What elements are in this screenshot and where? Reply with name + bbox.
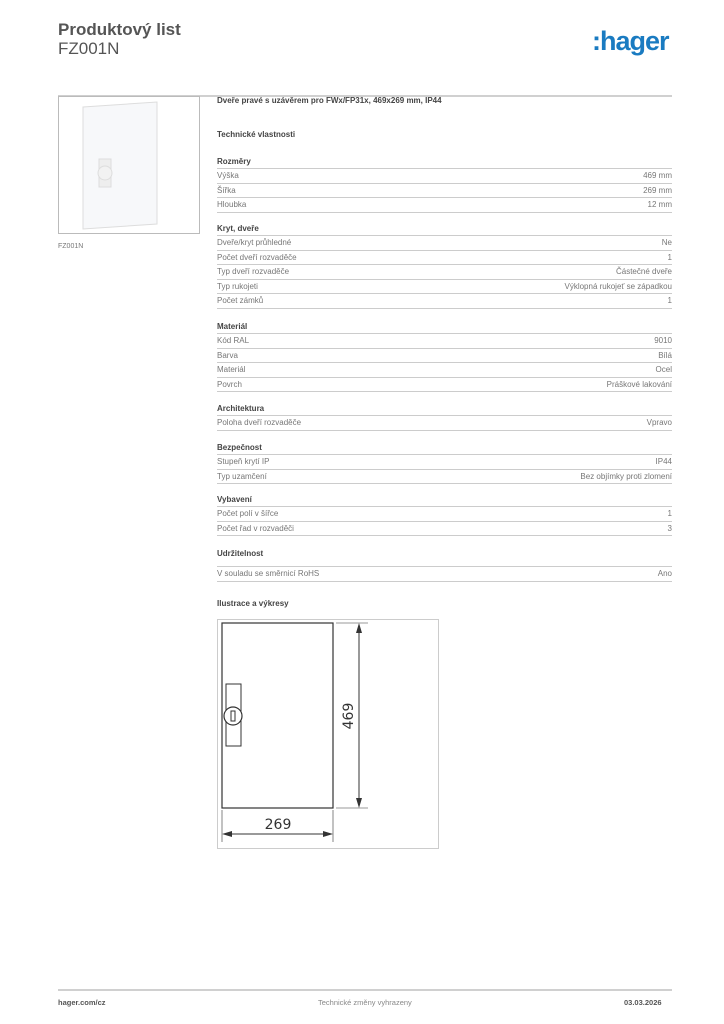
spec-value: Vpravo bbox=[646, 418, 672, 427]
spec-label: Počet dveří rozvaděče bbox=[217, 252, 297, 262]
technical-drawing bbox=[217, 619, 439, 849]
page-title: Produktový list bbox=[58, 20, 181, 39]
spec-row bbox=[217, 470, 672, 485]
spec-label: Počet řad v rozvaděči bbox=[217, 523, 294, 533]
spec-value: Částečné dveře bbox=[615, 267, 672, 276]
spec-label: Povrch bbox=[217, 379, 242, 389]
footer-date: 03.03.2026 bbox=[624, 998, 662, 1007]
spec-value: 9010 bbox=[654, 336, 672, 345]
hager-logo: :hager bbox=[592, 26, 669, 56]
product-code: FZ001N bbox=[58, 39, 120, 58]
section-title: Bezpečnost bbox=[217, 441, 672, 455]
spec-row bbox=[217, 416, 672, 431]
spec-row bbox=[217, 169, 672, 184]
spec-row bbox=[217, 378, 672, 393]
spec-row bbox=[217, 294, 672, 309]
footer-website[interactable]: hager.com/cz bbox=[58, 998, 106, 1007]
spec-row bbox=[217, 507, 672, 522]
spec-row bbox=[217, 349, 672, 364]
spec-section bbox=[217, 441, 672, 484]
spec-label: Výška bbox=[217, 171, 239, 180]
spec-section bbox=[217, 547, 672, 582]
spec-row bbox=[217, 265, 672, 280]
drawing-heading: Ilustrace a výkresy bbox=[217, 599, 289, 608]
spec-row bbox=[217, 363, 672, 378]
spec-label: Barva bbox=[217, 350, 238, 360]
spec-row bbox=[217, 251, 672, 266]
spec-label: Typ rukojeti bbox=[217, 281, 258, 291]
door-product-icon bbox=[59, 97, 199, 233]
section-title: Vybavení bbox=[217, 493, 672, 507]
spec-value: Bez objímky proti zlomení bbox=[580, 471, 672, 481]
spec-row bbox=[217, 567, 672, 582]
section-title: Udržitelnost bbox=[217, 547, 672, 567]
spec-section bbox=[217, 155, 672, 213]
section-title: Architektura bbox=[217, 402, 672, 416]
spec-value: 1 bbox=[667, 252, 672, 262]
spec-row bbox=[217, 334, 672, 349]
spec-row bbox=[217, 198, 672, 213]
spec-row bbox=[217, 522, 672, 537]
product-description: Dveře pravé s uzávěrem pro FWx/FP31x, 469x269 mm, IP44 bbox=[217, 96, 442, 105]
spec-value: 3 bbox=[667, 523, 672, 533]
spec-label: Šířka bbox=[217, 185, 236, 195]
spec-row bbox=[217, 280, 672, 295]
spec-label: Poloha dveří rozvaděče bbox=[217, 418, 302, 427]
spec-label: Stupeň krytí IP bbox=[217, 457, 270, 466]
spec-value: Ocel bbox=[655, 365, 672, 374]
spec-value: IP44 bbox=[655, 457, 672, 466]
spec-row bbox=[217, 184, 672, 199]
spec-value: 269 mm bbox=[643, 185, 672, 195]
spec-label: Materiál bbox=[217, 365, 246, 374]
spec-value: Výklopná rukojeť se západkou bbox=[564, 281, 672, 291]
spec-value: 469 mm bbox=[643, 171, 672, 180]
spec-label: Dveře/kryt průhledné bbox=[217, 238, 292, 247]
spec-value: Ano bbox=[657, 569, 672, 578]
spec-value: 12 mm bbox=[647, 200, 672, 209]
spec-value: Bílá bbox=[658, 350, 672, 360]
footer-note: Technické změny vyhrazeny bbox=[318, 998, 412, 1007]
spec-label: Typ uzamčení bbox=[217, 471, 267, 481]
spec-label: Typ dveří rozvaděče bbox=[217, 267, 290, 276]
spec-value: 1 bbox=[667, 509, 672, 518]
spec-label: Počet polí v šířce bbox=[217, 509, 279, 518]
spec-row bbox=[217, 455, 672, 470]
spec-section bbox=[217, 402, 672, 431]
spec-label: Hloubka bbox=[217, 200, 247, 209]
spec-label: Počet zámků bbox=[217, 296, 264, 305]
spec-section bbox=[217, 493, 672, 536]
height-label: 469 bbox=[341, 702, 357, 730]
lock-icon bbox=[224, 707, 242, 725]
tech-heading: Technické vlastnosti bbox=[217, 130, 296, 139]
spec-value: Práškové lakování bbox=[606, 379, 672, 389]
spec-row bbox=[217, 236, 672, 251]
spec-section bbox=[217, 222, 672, 309]
section-title: Kryt, dveře bbox=[217, 222, 672, 236]
spec-label: V souladu se směrnicí RoHS bbox=[217, 569, 320, 578]
image-caption: FZ001N bbox=[58, 243, 84, 250]
spec-value: 1 bbox=[667, 296, 672, 305]
width-label: 269 bbox=[264, 817, 292, 833]
section-title: Materiál bbox=[217, 320, 672, 334]
spec-section bbox=[217, 320, 672, 392]
spec-label: Kód RAL bbox=[217, 336, 250, 345]
dimension-drawing bbox=[218, 620, 438, 848]
spec-value: Ne bbox=[661, 238, 672, 247]
footer-divider bbox=[58, 989, 672, 991]
section-title: Rozměry bbox=[217, 155, 672, 169]
product-image bbox=[58, 96, 200, 234]
